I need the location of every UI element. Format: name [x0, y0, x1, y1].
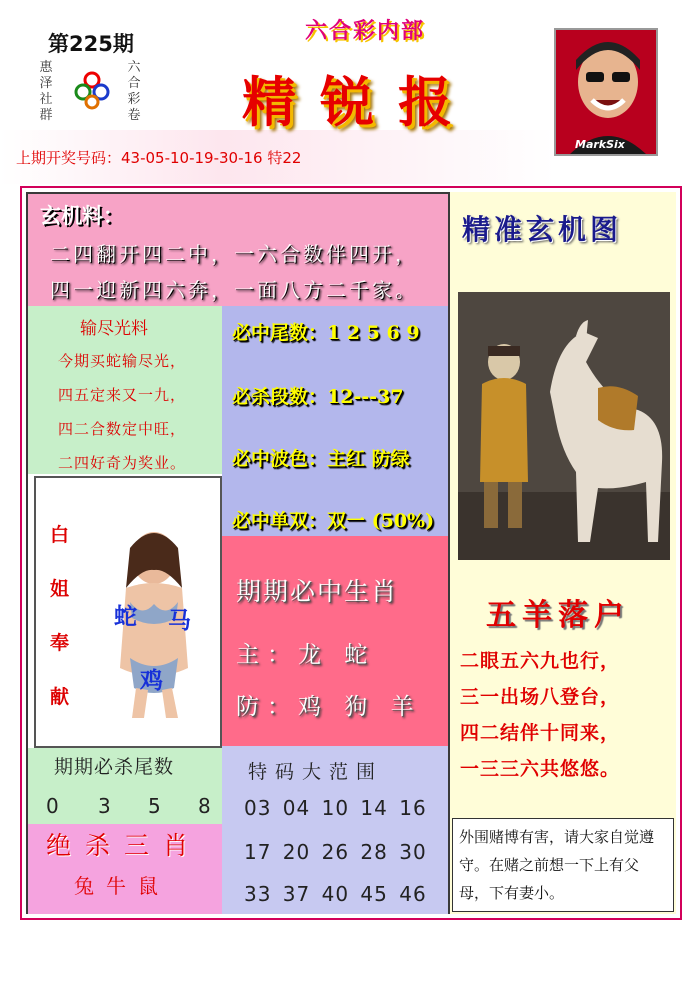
must-hit-tail: 必中尾数：1 2 5 6 9 [232, 322, 420, 344]
logo-text-right-2: 彩卷 [127, 92, 141, 123]
must-hit-color: 必中波色：主红 防绿 [232, 448, 410, 470]
must-kill-tail-title: 期期必杀尾数 [54, 756, 175, 778]
lose-poem-line-4: 二四好奇为奖业。 [58, 454, 187, 472]
riddle-line-2: 四一迎新四六奔，一面八方二千家。 [50, 278, 418, 302]
publisher-line: 六合彩内部 [305, 18, 426, 44]
overlay-rooster: 鸡 [140, 667, 163, 694]
verse-title: 五羊落户 [486, 598, 630, 633]
side-text-2: 姐 [50, 578, 70, 600]
mascot-portrait [554, 28, 658, 156]
kill-three-items: 兔牛鼠 [74, 874, 170, 898]
zodiac-main: 主：龙 蛇 [236, 642, 376, 668]
marksix-badge: MarkSix [575, 138, 625, 151]
kill-tail-number: 0 [46, 794, 59, 818]
must-kill-range: 必杀段数：12---37 [232, 386, 404, 408]
lose-poem-line-1: 今期买蛇输尽光， [58, 352, 187, 370]
verse-line-3: 四二结伴十同来， [460, 722, 621, 744]
side-text-1: 白 [50, 524, 70, 546]
side-text-3: 奉 [50, 632, 70, 654]
kill-tail-number: 3 [98, 794, 111, 818]
special-code-row: 03 04 10 14 16 [244, 796, 427, 820]
riddle-image-title: 精准玄机图 [462, 213, 623, 246]
lose-poem-line-3: 四二合数定中旺， [58, 420, 187, 438]
last-draw-numbers: 上期开奖号码：43-05-10-19-30-16 特22 [16, 149, 302, 167]
special-code-title: 特码大范围 [248, 761, 384, 783]
verse-line-4: 一三三六共悠悠。 [460, 758, 621, 780]
masthead-title: 精锐报 [242, 70, 476, 134]
gambling-warning: 外围赌博有害，请大家自觉遵守。在赌之前想一下上有父母，下有妻小。 [452, 818, 674, 912]
zodiac-backup: 防：鸡 狗 羊 [236, 694, 422, 720]
logo-text-left-1: 惠泽 [39, 60, 53, 91]
side-text-4: 献 [50, 686, 70, 708]
special-code-row: 33 37 40 45 46 [244, 882, 427, 906]
riddle-title: 玄机料： [40, 203, 124, 228]
issue-number: 第225期 [48, 32, 134, 56]
riddle-line-1: 二四翻开四二中，一六合数伴四开， [50, 242, 418, 266]
horse-statue-icon [458, 292, 670, 560]
logo-text-left-2: 社群 [39, 92, 53, 123]
verse-line-2: 三一出场八登台， [460, 686, 621, 708]
kill-tail-number: 8 [198, 794, 211, 818]
zodiac-title: 期期必中生肖 [236, 577, 399, 606]
lose-poem-title: 输尽光料 [80, 319, 148, 339]
overlay-horse: 马 [168, 607, 191, 634]
overlay-snake: 蛇 [114, 603, 137, 630]
logo [34, 58, 152, 126]
kill-three-title: 绝杀三肖 [46, 831, 203, 860]
must-hit-odd-even: 必中单双：双一 (50%) [232, 510, 435, 532]
lose-poem-line-2: 四五定来又一九， [58, 386, 187, 404]
riddle-photo [458, 292, 670, 560]
verse-line-1: 二眼五六九也行， [460, 650, 621, 672]
logo-rings-icon [72, 70, 112, 110]
special-code-row: 17 20 26 28 30 [244, 840, 427, 864]
logo-text-right-1: 六合 [127, 60, 141, 91]
kill-tail-number: 5 [148, 794, 161, 818]
